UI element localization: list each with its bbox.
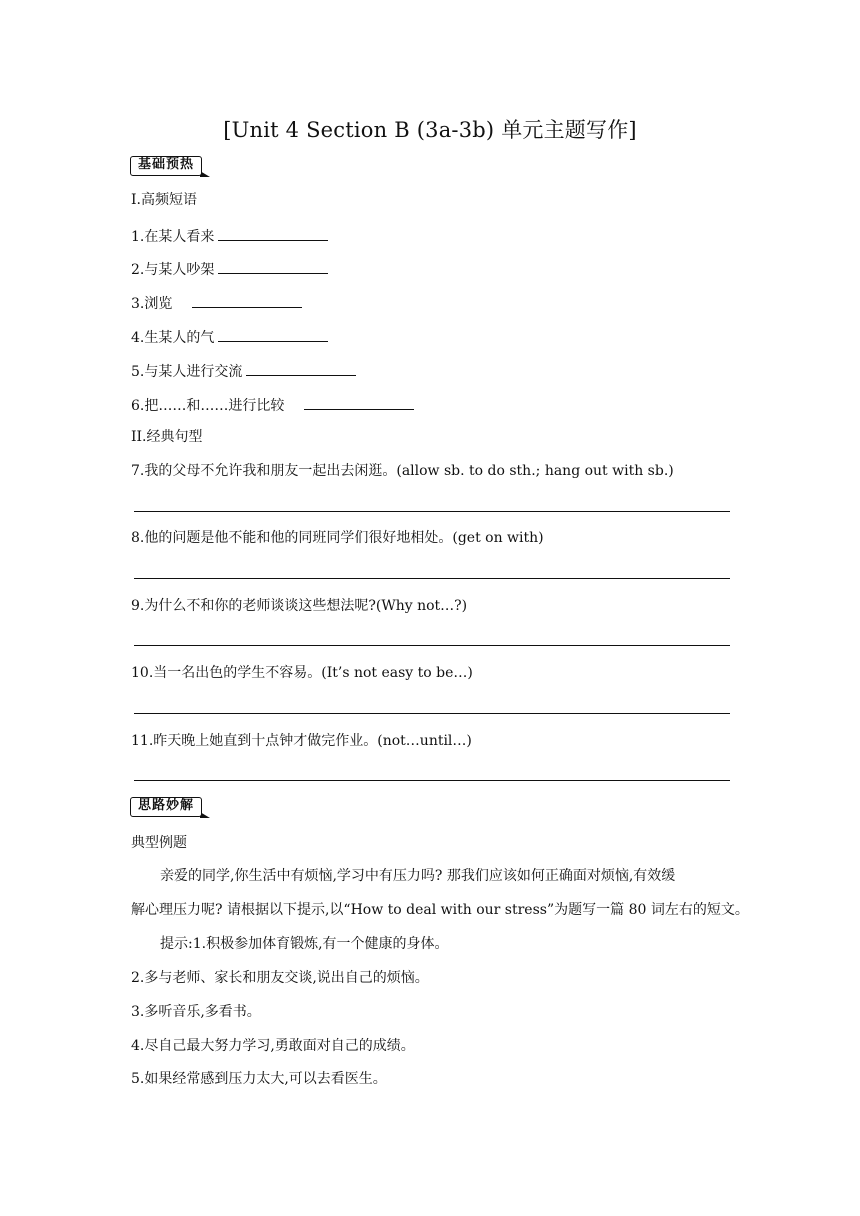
task-paragraph-line: 解心理压力呢? 请根据以下提示,以“How to deal with our stress”为题写一篇 80 词左右的短文。 — [131, 902, 749, 918]
answer-blank[interactable] — [192, 293, 302, 308]
hint-item: 4.尽自己最大努力学习,勇敢面对自己的成绩。 — [131, 1038, 415, 1054]
answer-blank[interactable] — [218, 226, 328, 241]
phrase-item — [131, 395, 414, 415]
answer-blank[interactable] — [246, 361, 356, 376]
phrase-prompt: 3.浏览 — [131, 296, 173, 312]
example-heading: 典型例题 — [131, 835, 187, 851]
answer-line[interactable] — [134, 713, 730, 714]
answer-line[interactable] — [134, 578, 730, 579]
page-title: [Unit 4 Section B (3a-3b) 单元主题写作] — [223, 118, 637, 142]
hint-item: 提示:1.积极参加体育锻炼,有一个健康的身体。 — [160, 936, 449, 952]
phrase-prompt: 6.把……和……进行比较 — [131, 398, 285, 414]
phrase-item — [131, 327, 328, 347]
hint-item: 3.多听音乐,多看书。 — [131, 1004, 261, 1020]
sentence-prompt: 8.他的问题是他不能和他的同班同学们很好地相处。(get on with) — [131, 530, 544, 546]
answer-line[interactable] — [134, 511, 730, 512]
part-heading-sentences: II.经典句型 — [131, 429, 203, 445]
section-badge-ideas — [130, 797, 212, 819]
phrase-prompt: 5.与某人进行交流 — [131, 364, 243, 380]
phrase-prompt: 2.与某人吵架 — [131, 262, 215, 278]
sentence-prompt: 9.为什么不和你的老师谈谈这些想法呢?(Why not…?) — [131, 598, 468, 614]
section-badge-label: 基础预热 — [137, 157, 194, 172]
part-heading-phrases: I.高频短语 — [131, 192, 197, 208]
phrase-item — [131, 226, 328, 246]
answer-line[interactable] — [134, 645, 730, 646]
sentence-prompt: 7.我的父母不允许我和朋友一起出去闲逛。(allow sb. to do sth.; hang out with sb.) — [131, 463, 674, 479]
section-badge-warmup — [130, 156, 212, 178]
answer-blank[interactable] — [304, 395, 414, 410]
task-paragraph-line: 亲爱的同学,你生活中有烦恼,学习中有压力吗? 那我们应该如何正确面对烦恼,有效缓 — [160, 868, 676, 884]
sentence-prompt: 11.昨天晚上她直到十点钟才做完作业。(not…until…) — [131, 733, 472, 749]
sentence-prompt: 10.当一名出色的学生不容易。(It’s not easy to be…) — [131, 665, 473, 681]
hint-item: 5.如果经常感到压力太大,可以去看医生。 — [131, 1071, 387, 1087]
phrase-item — [131, 293, 302, 313]
answer-blank[interactable] — [218, 327, 328, 342]
section-badge-label: 思路妙解 — [137, 798, 194, 813]
phrase-item — [131, 259, 328, 279]
hint-item: 2.多与老师、家长和朋友交谈,说出自己的烦恼。 — [131, 970, 429, 986]
phrase-prompt: 4.生某人的气 — [131, 330, 215, 346]
phrase-prompt: 1.在某人看来 — [131, 229, 215, 245]
answer-blank[interactable] — [218, 259, 328, 274]
answer-line[interactable] — [134, 780, 730, 781]
phrase-item — [131, 361, 356, 381]
